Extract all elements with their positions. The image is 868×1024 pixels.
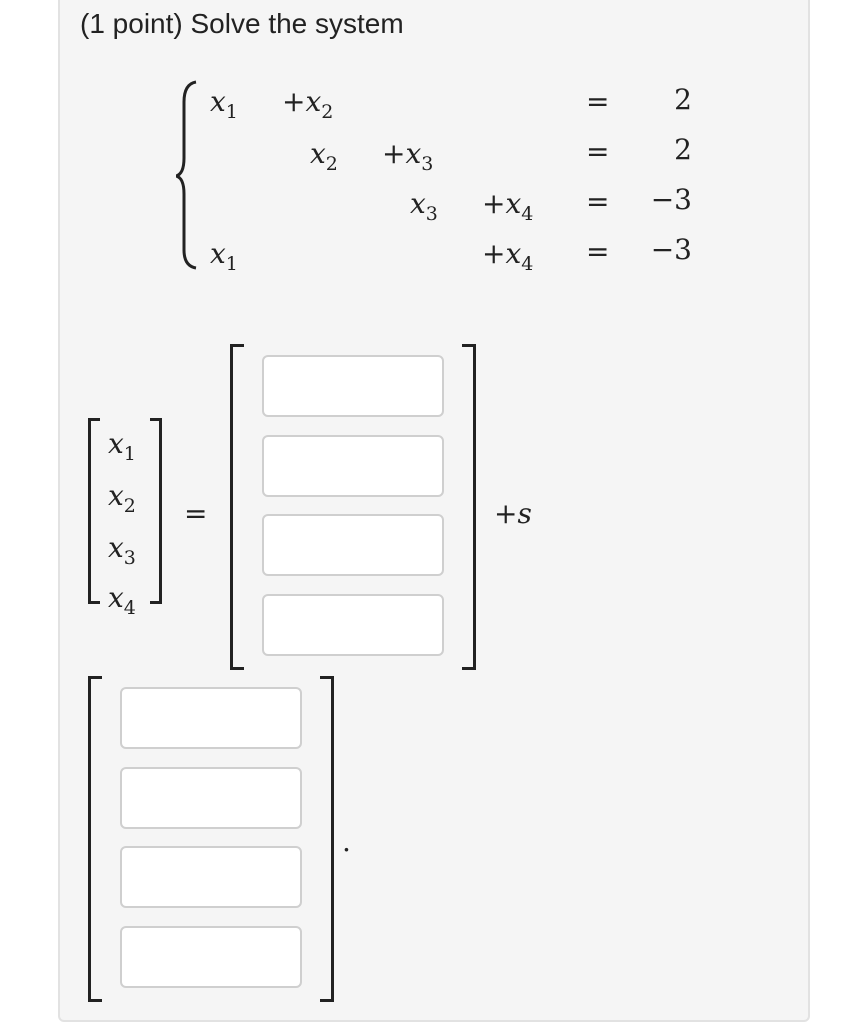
var-x1: $x_1$ — [108, 427, 136, 465]
solution-equals: = — [184, 497, 208, 530]
eq1-term-x2: $+x_2$ — [282, 85, 334, 123]
eq1-equals: = — [586, 85, 610, 118]
eq2-term-x2: $x_2$ — [310, 137, 338, 175]
var-vector-left-bracket — [88, 418, 102, 604]
particular-left-bracket — [230, 344, 246, 670]
direction-input-4[interactable] — [120, 926, 302, 988]
var-vector-right-bracket — [148, 418, 162, 604]
direction-input-3[interactable] — [120, 846, 302, 908]
var-x2: $x_2$ — [108, 479, 136, 517]
particular-input-1[interactable] — [262, 355, 444, 417]
eq3-rhs: −3 — [650, 183, 692, 216]
direction-right-bracket — [318, 676, 334, 1002]
eq4-equals: = — [586, 235, 610, 268]
particular-right-bracket — [460, 344, 476, 670]
eq3-term-x3: $x_3$ — [410, 187, 438, 225]
direction-input-2[interactable] — [120, 767, 302, 829]
particular-input-4[interactable] — [262, 594, 444, 656]
eq4-term-x1: $x_1$ — [210, 237, 238, 275]
particular-input-2[interactable] — [262, 435, 444, 497]
direction-input-1[interactable] — [120, 687, 302, 749]
eq2-equals: = — [586, 135, 610, 168]
eq3-equals: = — [586, 185, 610, 218]
particular-input-3[interactable] — [262, 514, 444, 576]
eq3-term-x4: $+x_4$ — [482, 187, 534, 225]
system-brace — [176, 80, 200, 270]
plus-s-term: +s — [494, 497, 532, 530]
eq2-term-x3: $+x_3$ — [382, 137, 434, 175]
eq4-term-x4: $+x_4$ — [482, 237, 534, 275]
eq1-rhs: 2 — [674, 83, 692, 116]
var-x4: $x_4$ — [108, 581, 136, 619]
eq4-rhs: −3 — [650, 233, 692, 266]
problem-title: (1 point) Solve the system — [80, 8, 404, 39]
period: . — [342, 825, 351, 858]
eq2-rhs: 2 — [674, 133, 692, 166]
var-x3: $x_3$ — [108, 531, 136, 569]
eq1-term-x1: $x_1$ — [210, 85, 238, 123]
direction-left-bracket — [88, 676, 104, 1002]
